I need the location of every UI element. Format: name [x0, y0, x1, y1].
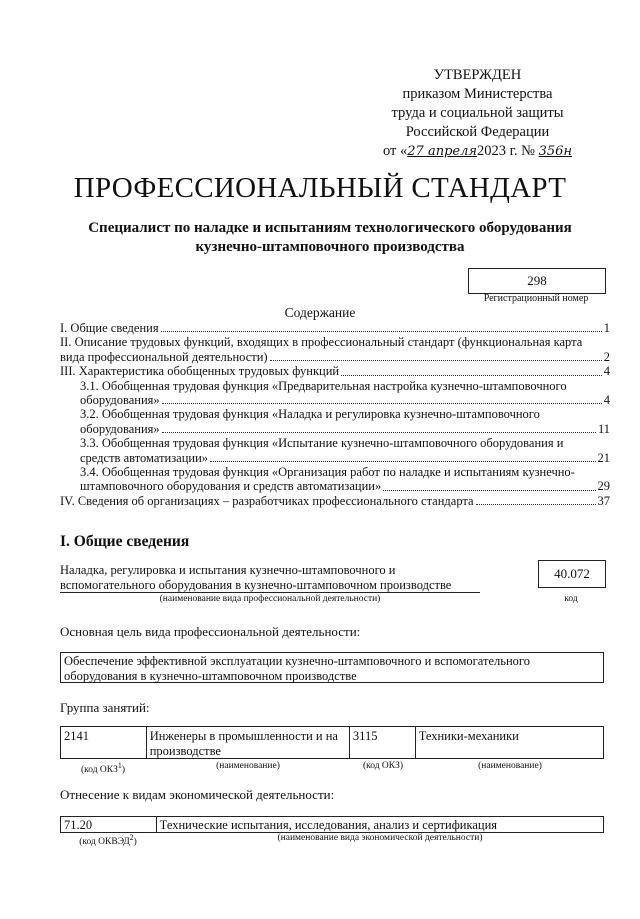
occupation-group-table	[60, 726, 604, 759]
handwritten-date: 27 апреля	[407, 144, 477, 159]
activity-code-box: 40.072	[538, 560, 606, 588]
activity-caption: (наименование вида профессиональной деятельности)	[159, 594, 381, 604]
toc-item-text-cont: оборудования»	[80, 393, 160, 408]
toc-item-text-cont: вида профессиональной деятельности)	[60, 349, 268, 364]
section-heading: I. Общие сведения	[60, 533, 190, 550]
toc-item[interactable]	[60, 436, 610, 465]
approval-line-4: Российской Федерации	[405, 124, 550, 140]
okz-name-caption: (наименование)	[478, 761, 542, 771]
toc-item-text: 3.3. Обобщенная трудовая функция «Испытание кузнечно-штамповочного оборудования и	[80, 436, 564, 451]
okz-code-cell: 2141	[61, 727, 147, 758]
toc-item-page: 4	[603, 393, 610, 408]
contents-heading: Содержание	[284, 305, 356, 320]
activity-underline	[60, 592, 480, 593]
toc-item-page: 4	[603, 364, 610, 379]
toc-item-text: 3.1. Обобщенная трудовая функция «Предварительная настройка кузнечно-штамповочного	[80, 378, 567, 393]
okz-name-caption: (наименование)	[216, 761, 280, 771]
toc-item[interactable]	[60, 494, 610, 508]
toc-item[interactable]	[60, 364, 610, 378]
toc-item[interactable]	[60, 379, 610, 408]
toc-item-page: 29	[597, 479, 610, 494]
registration-number-caption: Регистрационный номер	[483, 293, 589, 304]
date-prefix: от «	[382, 143, 408, 159]
handwritten-order-number: 356н	[538, 144, 573, 159]
toc-item[interactable]	[60, 407, 610, 436]
date-suffix: 2023 г. №	[476, 143, 535, 159]
toc-item-page: 21	[597, 450, 610, 465]
toc-item-page: 11	[597, 421, 610, 436]
activity-name-line-2: вспомогательного оборудования в кузнечно-штамповочном производстве	[60, 578, 452, 592]
okved-name-cell: Технические испытания, исследования, анализ и сертификация	[159, 818, 498, 832]
toc-item-text: 3.4. Обобщенная трудовая функция «Организация работ по наладке и испытаниям кузнечно-	[80, 465, 575, 480]
standard-name	[40, 219, 620, 257]
okved-table	[60, 816, 604, 833]
approval-date-line	[360, 142, 595, 161]
approval-block	[360, 66, 595, 161]
table-of-contents	[60, 321, 610, 508]
standard-name-line-1: Специалист по наладке и испытаниям технологического оборудования	[88, 220, 572, 236]
goal-text-line-2: оборудования в кузнечно-штамповочном производстве	[64, 669, 357, 683]
toc-item-page: 37	[597, 493, 610, 508]
toc-item-text-cont: оборудования»	[80, 421, 160, 436]
goal-text-line-1: Обеспечение эффективной эксплуатации кузнечно-штамповочного и вспомогательного	[64, 654, 530, 668]
okved-code-caption: (код ОКВЭД$^2$)	[79, 833, 137, 848]
approval-line-2: приказом Министерства	[402, 86, 553, 102]
toc-item-page: 1	[603, 321, 610, 335]
activity-code-caption: код	[564, 594, 578, 604]
okz-code-cell: 3115	[350, 727, 416, 758]
okved-name-caption: (наименование вида экономической деятельности)	[277, 833, 483, 843]
goal-label: Основная цель вида профессиональной деятельности:	[60, 624, 361, 639]
activity-name-line-1: Наладка, регулировка и испытания кузнечно-штамповочного и	[60, 563, 396, 577]
occupation-group-label: Группа занятий:	[60, 700, 150, 715]
activity-name	[60, 563, 480, 593]
toc-item-text-cont: средств автоматизации»	[80, 450, 209, 465]
standard-name-line-2: кузнечно-штамповочного производства	[195, 239, 465, 255]
approval-title: УТВЕРЖДЕН	[433, 67, 522, 83]
okved-label: Отнесение к видам экономической деятельности:	[60, 787, 335, 802]
toc-item-text: II. Описание трудовых функций, входящих в профессиональный стандарт (функциональная карта	[60, 335, 583, 350]
registration-number-box: 298	[468, 268, 606, 294]
goal-box	[60, 652, 604, 683]
okved-code-cell: 71.20	[61, 817, 157, 833]
toc-item[interactable]	[60, 321, 610, 335]
approval-line-3: труда и социальной защиты	[391, 105, 564, 121]
okz-name-cell: Техники-механики	[418, 729, 519, 743]
toc-item[interactable]	[60, 335, 610, 364]
toc-item-text: III. Характеристика обобщенных трудовых функций	[60, 364, 340, 379]
okz-code-caption: (код ОКЗ$^1$)	[80, 761, 126, 776]
okz-name-cell: Инженеры в промышленности и на производстве	[147, 727, 350, 758]
document-title: ПРОФЕССИОНАЛЬНЫЙ СТАНДАРТ	[73, 172, 567, 204]
toc-item-text-cont: штамповочного оборудования и средств автоматизации»	[80, 479, 382, 494]
okz-code-caption: (код ОКЗ)	[362, 761, 404, 771]
toc-item-text: I. Общие сведения	[60, 321, 159, 335]
toc-item-text: IV. Сведения об организациях – разработчиках профессионального стандарта	[60, 493, 474, 508]
toc-item[interactable]	[60, 465, 610, 494]
toc-item-page: 2	[603, 349, 610, 364]
toc-item-text: 3.2. Обобщенная трудовая функция «Наладка и регулировка кузнечно-штамповочного	[80, 407, 540, 422]
